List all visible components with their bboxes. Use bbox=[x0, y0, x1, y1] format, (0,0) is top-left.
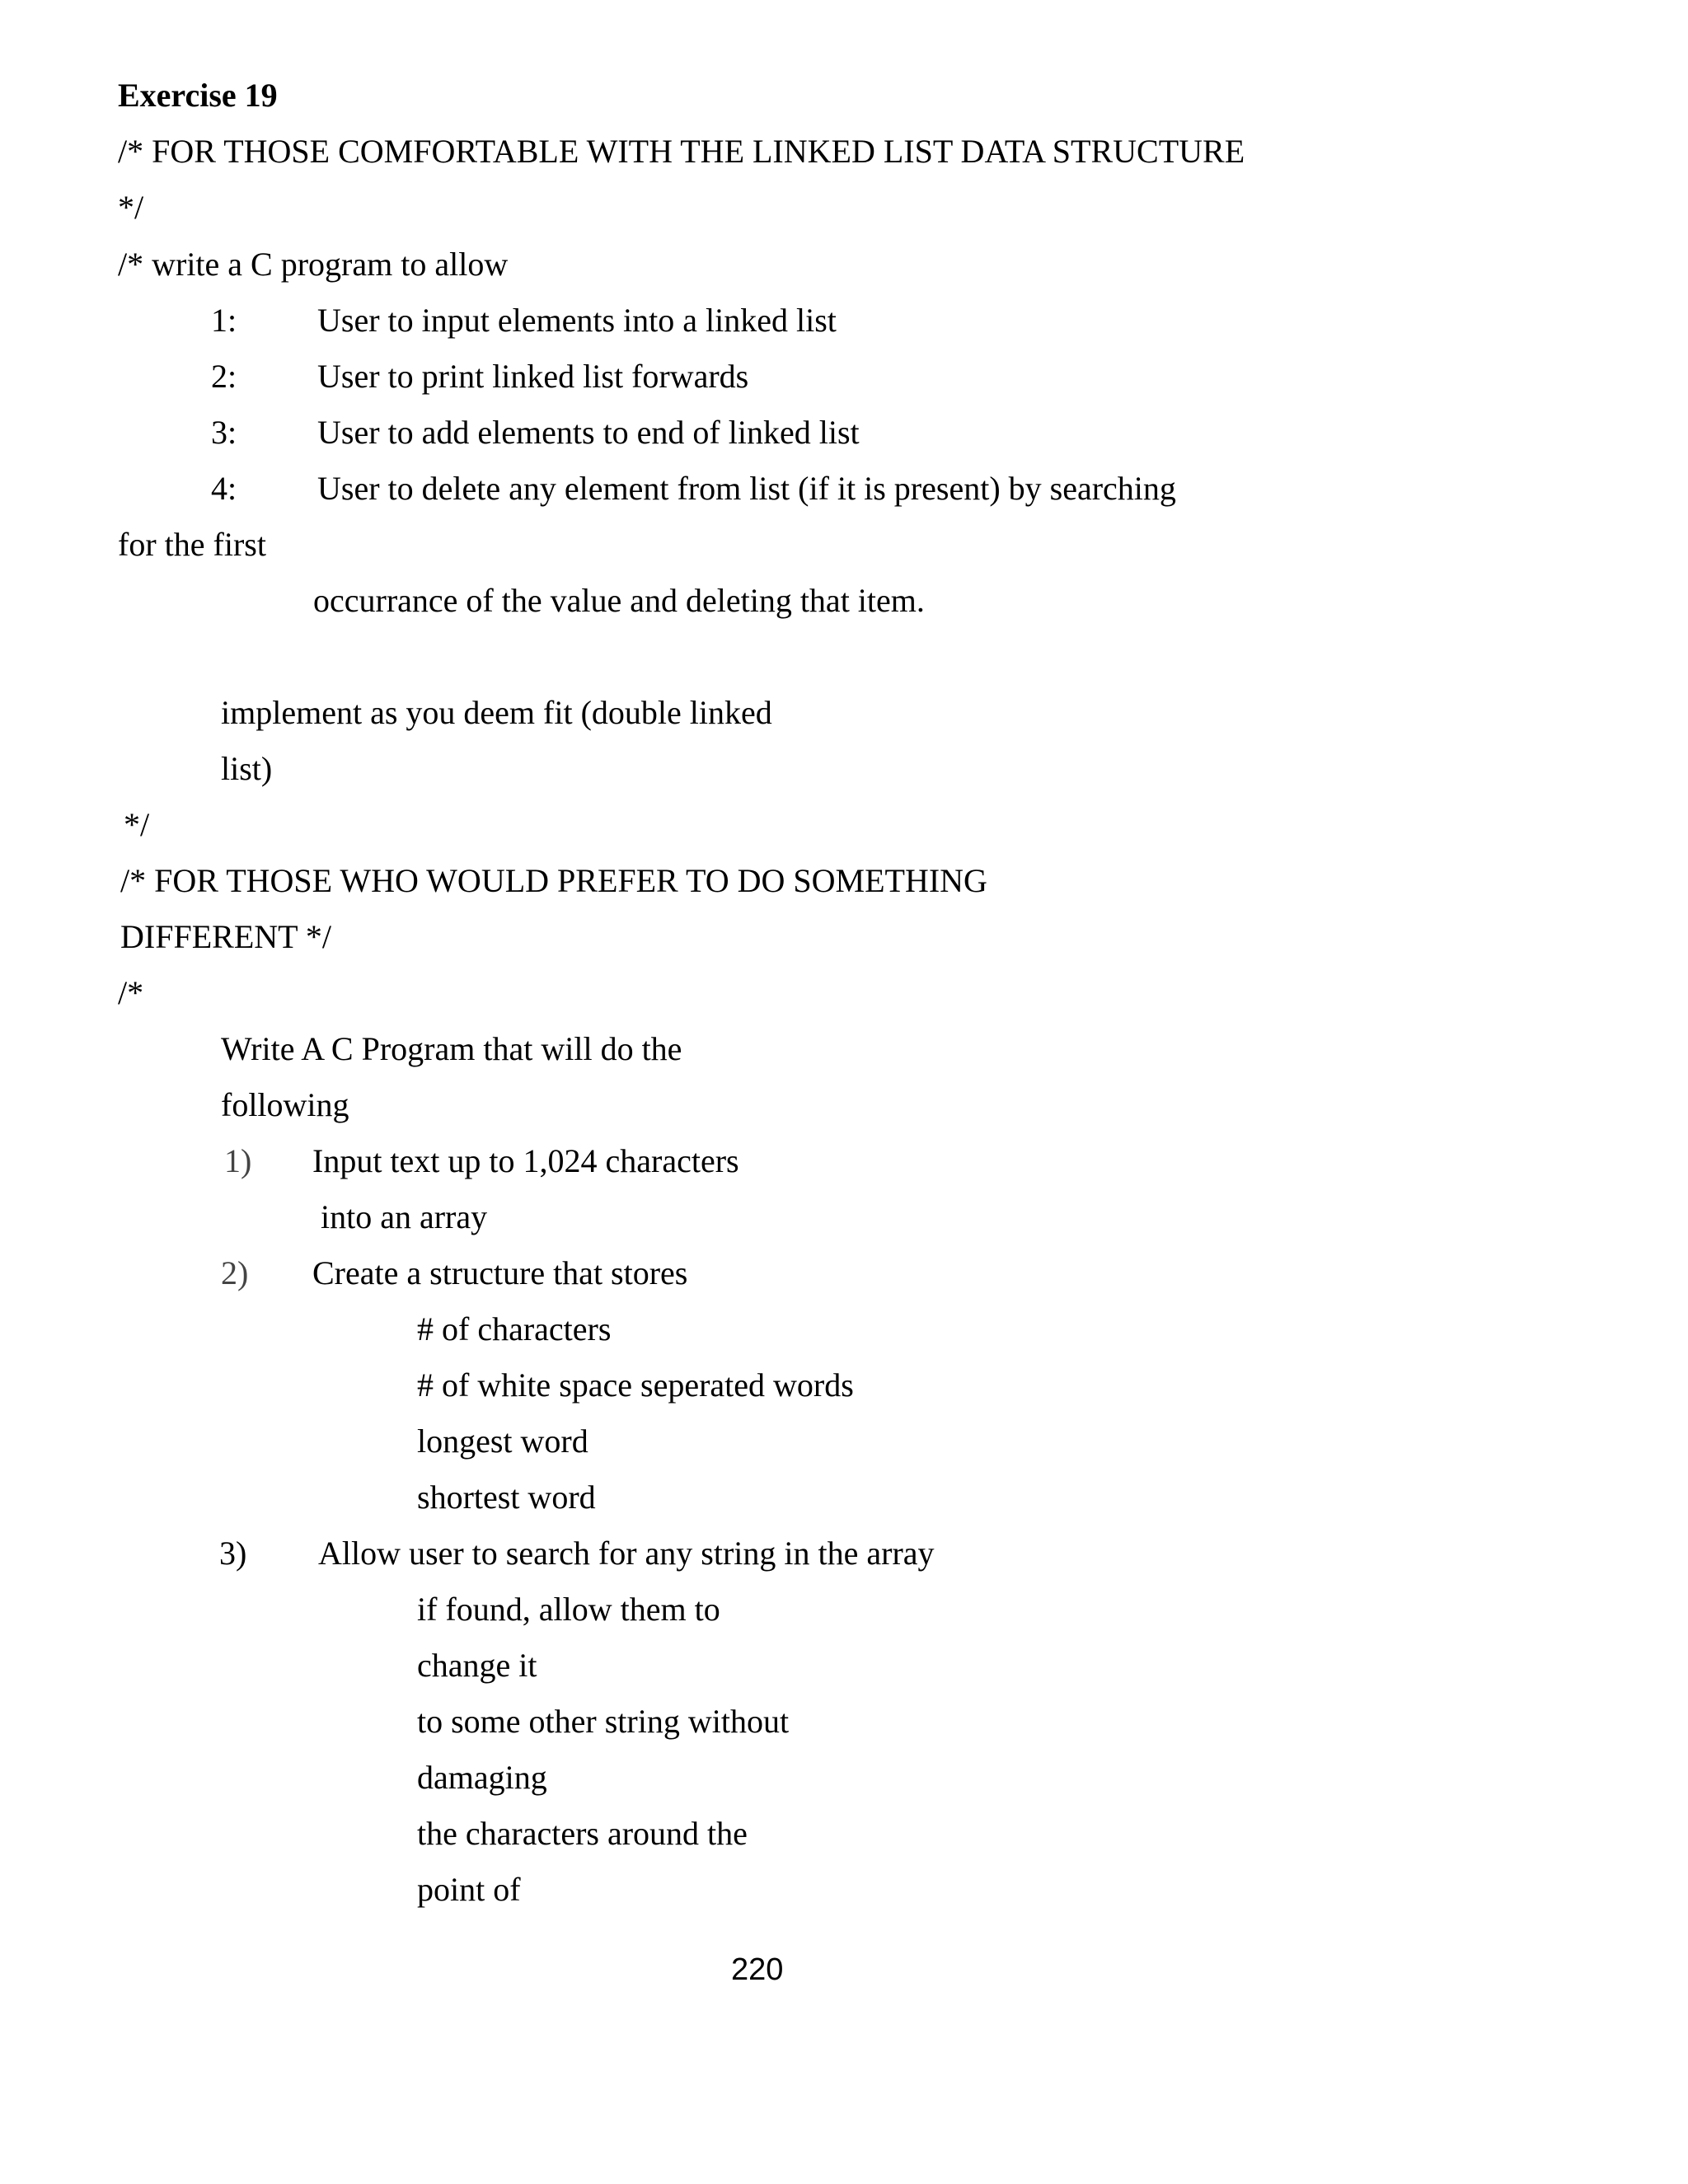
list-item-text: Create a structure that stores bbox=[312, 1254, 688, 1291]
list-item-text: User to input elements into a linked list bbox=[317, 302, 837, 339]
list-item-number: 3) bbox=[219, 1535, 247, 1572]
part1-intro: /* write a C program to allow bbox=[118, 246, 509, 283]
part2-heading: /* FOR THOSE WHO WOULD PREFER TO DO SOMETHING bbox=[120, 862, 987, 899]
list-item-text: into an array bbox=[321, 1198, 488, 1235]
list-item-number: 1: bbox=[211, 302, 237, 339]
part1-heading: /* FOR THOSE COMFORTABLE WITH THE LINKED LIST DATA STRUCTURE bbox=[118, 133, 1245, 170]
list-item-text: User to delete any element from list (if it is present) by searching bbox=[317, 470, 1176, 507]
list-item-text: User to print linked list forwards bbox=[317, 358, 749, 395]
implementation-note: implement as you deem fit (double linked bbox=[221, 694, 772, 731]
list-item-number: 2) bbox=[221, 1254, 249, 1291]
list-item-number: 2: bbox=[211, 358, 237, 395]
list-item-wrap: for the first bbox=[118, 526, 266, 563]
sub-item: damaging bbox=[417, 1759, 547, 1796]
sub-item: # of characters bbox=[417, 1310, 612, 1347]
part2-intro: Write A C Program that will do the bbox=[221, 1030, 682, 1067]
implementation-note: list) bbox=[221, 750, 273, 787]
part2-open: /* bbox=[118, 974, 144, 1011]
part1-close: */ bbox=[124, 806, 150, 843]
sub-item: longest word bbox=[417, 1422, 588, 1460]
list-item-text: Allow user to search for any string in the array bbox=[318, 1535, 935, 1572]
list-item-text: User to add elements to end of linked list bbox=[317, 414, 860, 451]
sub-item: change it bbox=[417, 1647, 537, 1684]
sub-item: shortest word bbox=[417, 1479, 596, 1516]
list-item-number: 1) bbox=[224, 1142, 252, 1179]
part1-heading-close: */ bbox=[118, 189, 144, 226]
list-item-number: 4: bbox=[211, 470, 237, 507]
list-item-number: 3: bbox=[211, 414, 237, 451]
page-number: 220 bbox=[731, 1952, 784, 1987]
part2-heading: DIFFERENT */ bbox=[120, 918, 331, 955]
part2-intro: following bbox=[221, 1086, 349, 1123]
exercise-title: Exercise 19 bbox=[118, 77, 278, 114]
sub-item: point of bbox=[417, 1871, 521, 1908]
list-item-wrap: occurrance of the value and deleting that item. bbox=[313, 582, 925, 619]
sub-item: the characters around the bbox=[417, 1815, 748, 1852]
list-item-text: Input text up to 1,024 characters bbox=[312, 1142, 739, 1179]
sub-item: if found, allow them to bbox=[417, 1591, 720, 1628]
sub-item: # of white space seperated words bbox=[417, 1366, 854, 1404]
sub-item: to some other string without bbox=[417, 1703, 790, 1740]
